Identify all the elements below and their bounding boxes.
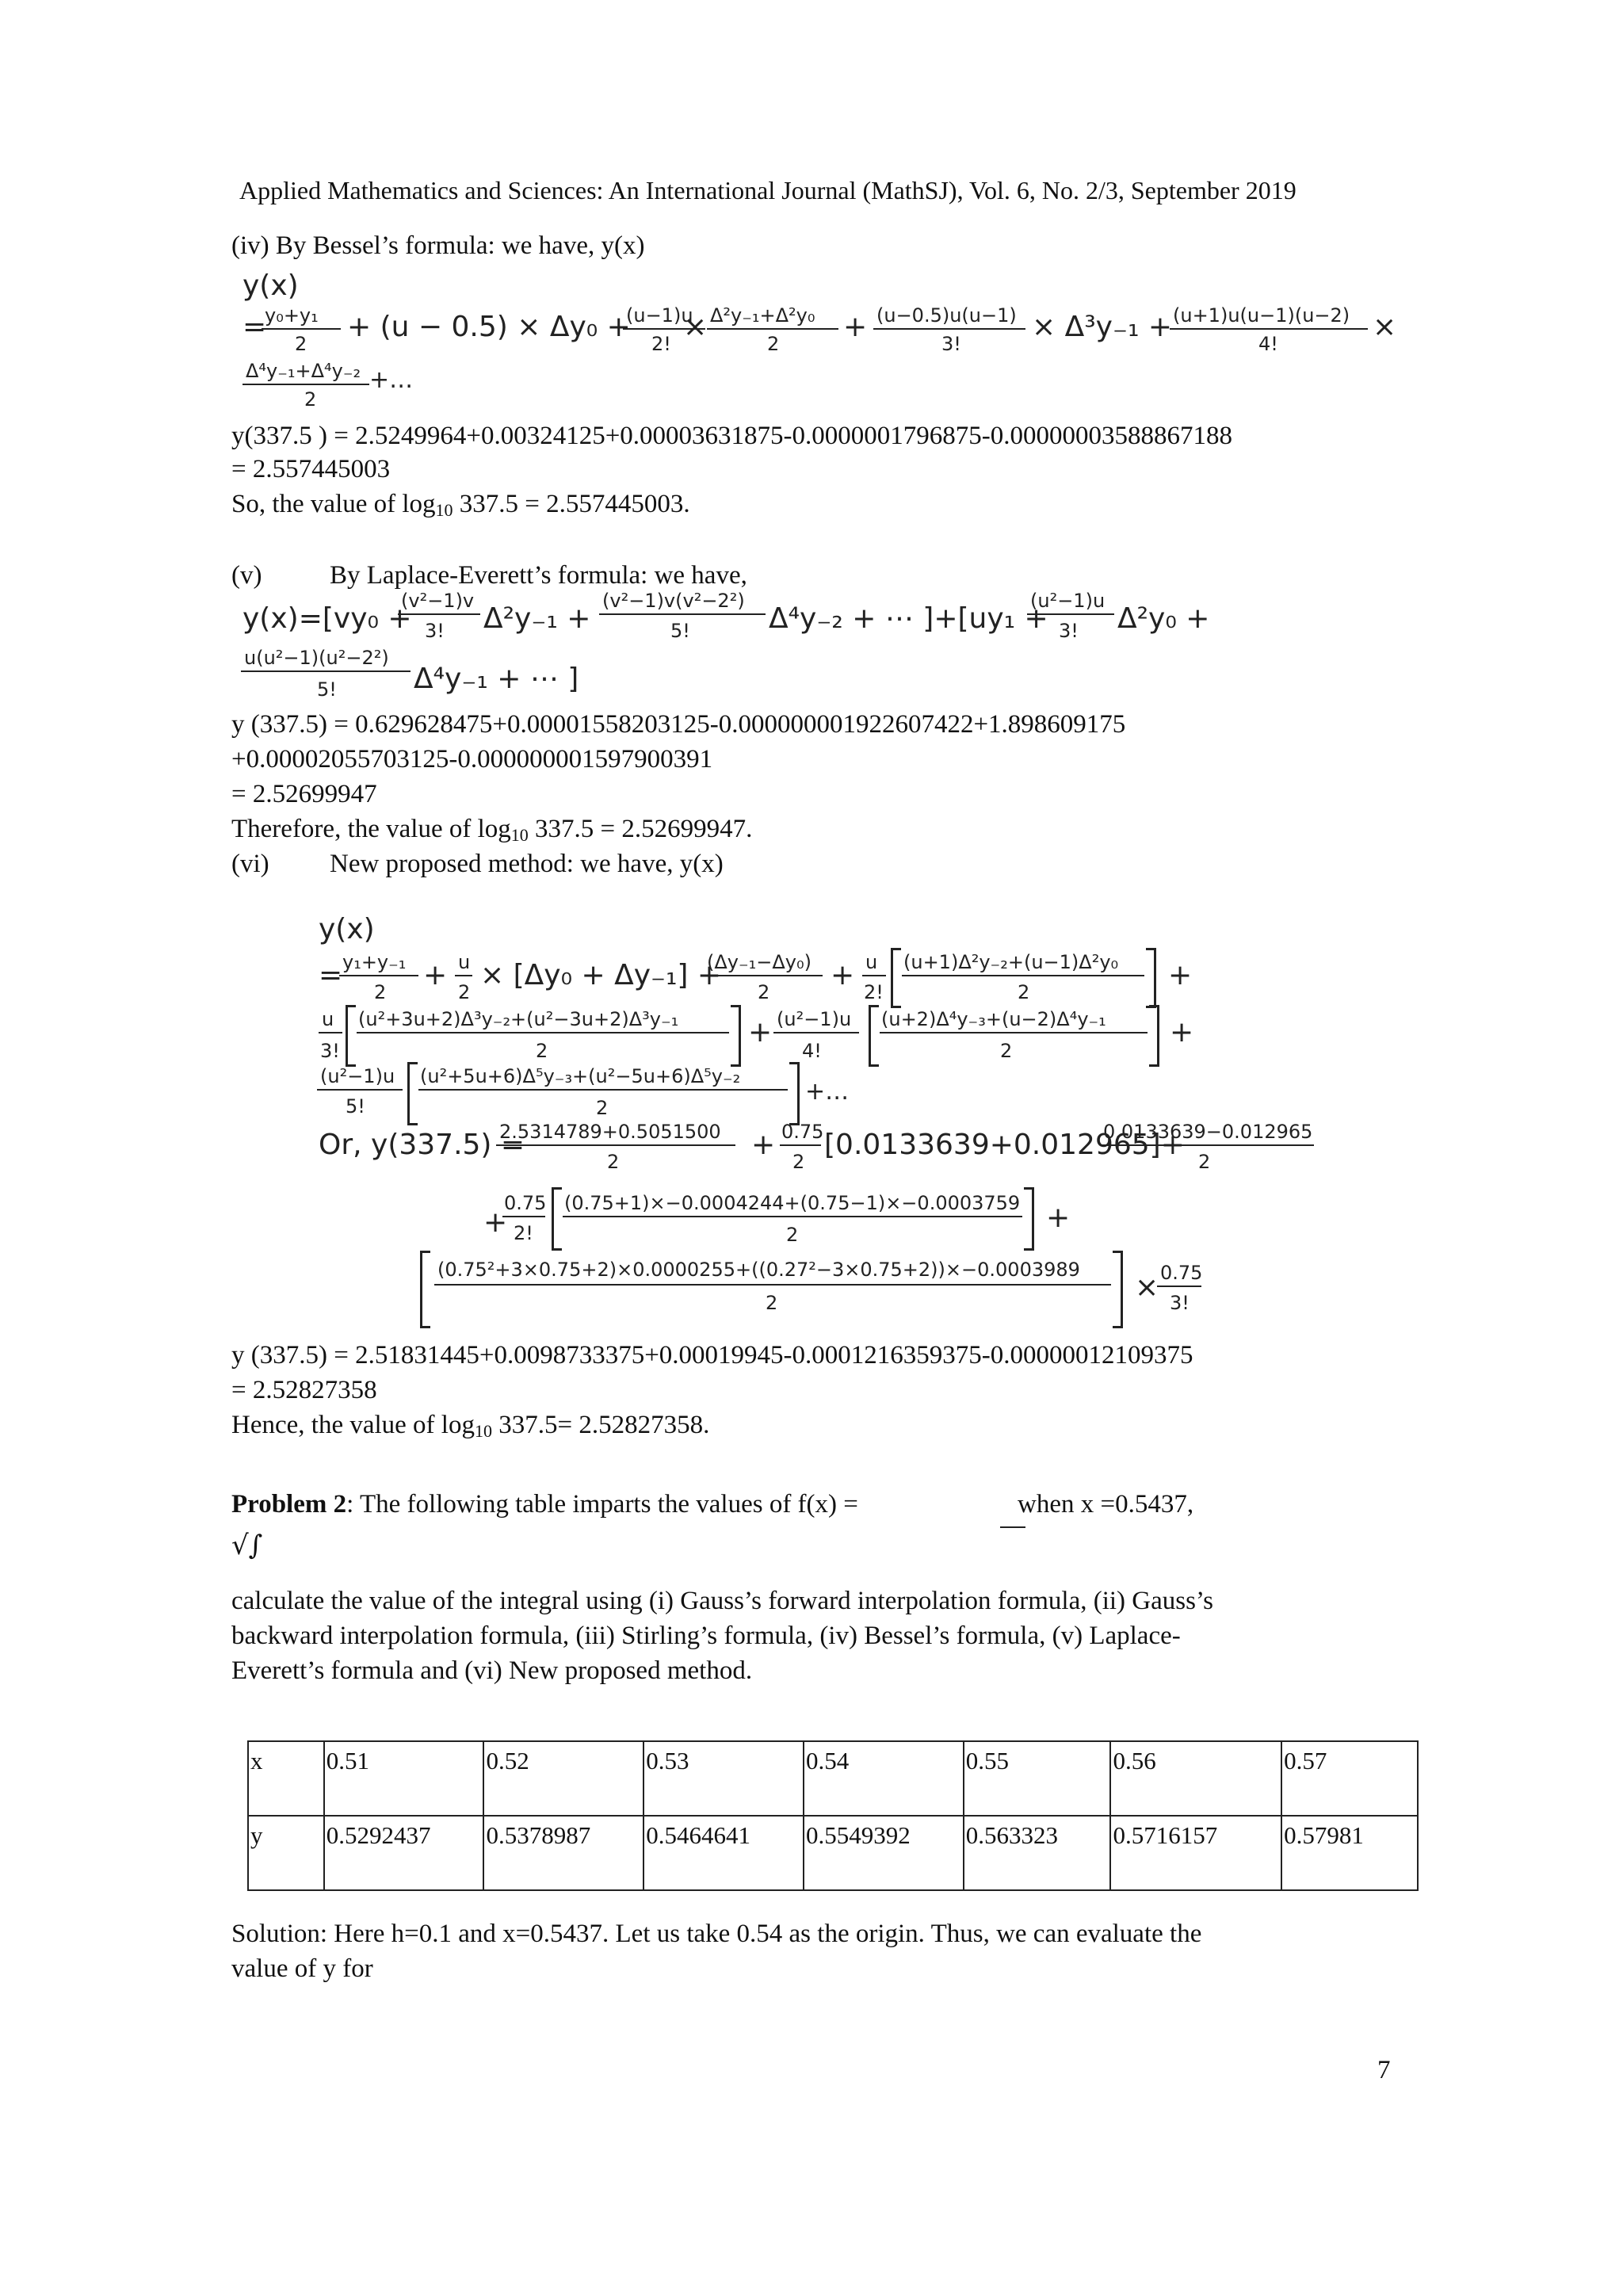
fraction-denominator: 2: [767, 333, 780, 355]
table-cell: 0.57: [1281, 1741, 1418, 1816]
fraction-denominator: 2!: [651, 333, 671, 355]
fraction-numerator: u: [865, 951, 878, 973]
proposed-number: (vi): [231, 850, 269, 878]
fraction-numerator: (u+2)Δ⁴y₋₃+(u−2)Δ⁴y₋₁: [881, 1008, 1106, 1030]
fraction-numerator: 0.75: [504, 1192, 547, 1214]
running-header: Applied Mathematics and Sciences: An International Journal (MathSJ), Vol. 6, No. 2/3, September 2019: [239, 176, 1296, 204]
table-row: [248, 1816, 1418, 1890]
formula-text: Δ⁴y₋₁ + ⋯ ]: [414, 663, 579, 695]
formula-text: × Δ³y₋₁ +: [1032, 311, 1173, 343]
table-cell: y: [248, 1816, 324, 1890]
plus-sign: +: [843, 311, 868, 343]
formula-text: [0.0133639+0.012965]+: [824, 1129, 1185, 1161]
solution-line1: Solution: Here h=0.1 and x=0.5437. Let us take 0.54 as the origin. Thus, we can evaluate the: [231, 1920, 1202, 1948]
fraction-numerator: (u−1)u: [626, 304, 693, 327]
table-cell: 0.57981: [1281, 1816, 1418, 1890]
bessel-heading: (iv) By Bessel’s formula: we have, y(x): [231, 231, 645, 260]
proposed-heading: New proposed method: we have, y(x): [330, 850, 724, 878]
fraction-numerator: (u²−1)u: [777, 1008, 852, 1030]
fraction-denominator: 2: [1018, 981, 1030, 1003]
fraction-numerator: (0.75+1)×−0.0004244+(0.75−1)×−0.0003759: [564, 1192, 1021, 1214]
table-cell: 0.5464641: [643, 1816, 804, 1890]
formula-text: + (u − 0.5) × Δy₀ +: [347, 311, 631, 343]
problem2-para-line2: backward interpolation formula, (iii) Stirling’s formula, (iv) Bessel’s formula, (v) Laplace-: [231, 1622, 1181, 1650]
formula-text: +: [1046, 1201, 1071, 1234]
fraction-denominator: 2: [786, 1224, 799, 1246]
formula-text: +: [483, 1206, 508, 1239]
table-cell: 0.55: [964, 1741, 1111, 1816]
problem2-condition: when x =0.5437,: [1018, 1490, 1194, 1519]
formula-text: =: [242, 311, 267, 343]
problem2-text: : The following table imparts the values of f(x) =: [346, 1490, 858, 1519]
fraction-denominator: 5!: [346, 1095, 365, 1117]
fraction-denominator: 2: [1198, 1151, 1211, 1173]
problem2-para-line1: calculate the value of the integral using (i) Gauss’s forward interpolation formula, (ii) Gauss’s: [231, 1587, 1213, 1615]
fraction-numerator: 0.75: [1160, 1262, 1203, 1284]
formula-text: Δ²y₀ +: [1117, 602, 1210, 635]
fraction-denominator: 3!: [941, 333, 961, 355]
formula-text: Δ⁴y₋₂ + ⋯ ]+[uy₁ +: [769, 602, 1048, 635]
problem2-para-line3: Everett’s formula and (vi) New proposed method.: [231, 1656, 753, 1685]
laplace-conclusion: Therefore, the value of $\log_{10} 337.5 = 2.52699947$.: [231, 815, 753, 845]
fraction-numerator: u: [458, 951, 471, 973]
formula-text: +: [1170, 1016, 1194, 1049]
fraction-denominator: 3!: [320, 1040, 340, 1062]
bessel-result: = 2.557445003: [231, 455, 391, 483]
fraction-numerator: (v²−1)v(v²−2²): [602, 590, 745, 612]
fraction-numerator: u: [322, 1008, 334, 1030]
fraction-numerator: (u−0.5)u(u−1): [876, 304, 1017, 327]
problem2-label: Problem 2: [231, 1490, 347, 1519]
fraction-denominator: 3!: [425, 620, 445, 642]
fraction-denominator: 2: [792, 1151, 805, 1173]
table-cell: 0.5378987: [483, 1816, 643, 1890]
fraction-numerator: (u²−1)u: [320, 1065, 395, 1087]
fraction-denominator: 3!: [1059, 620, 1079, 642]
table-cell: x: [248, 1741, 324, 1816]
formula-text: +: [1168, 959, 1193, 991]
fraction-denominator: 2: [758, 981, 770, 1003]
proposed-result: = 2.52827358: [231, 1376, 377, 1404]
formula-text: Or, y(337.5) =: [319, 1129, 525, 1161]
bessel-calculation: y(337.5 ) = 2.5249964+0.00324125+0.00003631875-0.0000001796875-0.00000003588867188: [231, 422, 1233, 450]
fraction-numerator: (u²+3u+2)Δ³y₋₂+(u²−3u+2)Δ³y₋₁: [358, 1008, 679, 1030]
fraction-numerator: y₁+y₋₁: [342, 951, 407, 973]
fraction-numerator: u(u²−1)(u²−2²): [244, 647, 389, 669]
fraction-denominator: 2: [304, 388, 317, 411]
formula-text: +…: [369, 366, 414, 394]
fraction-numerator: (u+1)Δ²y₋₂+(u−1)Δ²y₀: [903, 951, 1119, 973]
laplace-calculation-line2: +0.00002055703125-0.000000001597900391: [231, 745, 713, 774]
formula-text: =: [319, 959, 343, 991]
table-cell: 0.5549392: [804, 1816, 964, 1890]
laplace-number: (v): [231, 561, 262, 590]
fraction-denominator: 5!: [317, 678, 337, 701]
fraction-denominator: 5!: [670, 620, 690, 642]
fraction-numerator: (u²+5u+6)Δ⁵y₋₃+(u²−5u+6)Δ⁵y₋₂: [420, 1065, 741, 1087]
fraction-denominator: 2: [458, 981, 471, 1003]
table-row: [248, 1741, 1418, 1816]
laplace-result: = 2.52699947: [231, 780, 377, 808]
bessel-conclusion: So, the value of $\log_{10} 337.5 = 2.557445003$.: [231, 490, 690, 520]
fraction-numerator: 2.5314789+0.5051500: [499, 1121, 721, 1143]
fraction-denominator: 2: [596, 1097, 609, 1119]
formula-text: +…: [805, 1078, 850, 1106]
fraction-numerator: 0.0133639−0.012965: [1103, 1121, 1313, 1143]
fraction-denominator: 2: [766, 1292, 778, 1314]
fraction-denominator: 2: [607, 1151, 620, 1173]
table-cell: 0.5292437: [324, 1816, 484, 1890]
fraction-numerator: Δ²y₋₁+Δ²y₀: [710, 304, 815, 327]
fraction-numerator: Δ⁴y₋₁+Δ⁴y₋₂: [246, 360, 361, 382]
fraction-denominator: 2: [1000, 1040, 1013, 1062]
table-cell: 0.56: [1110, 1741, 1281, 1816]
formula-text: × [Δy₀ + Δy₋₁] +: [480, 959, 722, 991]
table-cell: 0.52: [483, 1741, 643, 1816]
problem2-statement: [231, 1488, 858, 1520]
table-cell: 0.51: [324, 1741, 484, 1816]
formula-text: +: [831, 959, 855, 991]
laplace-calculation-line1: y (337.5) = 0.629628475+0.00001558203125-0.000000001922607422+1.898609175: [231, 710, 1126, 739]
formula-text: y(x): [319, 913, 375, 946]
laplace-heading: By Laplace-Everett’s formula: we have,: [330, 561, 747, 590]
fraction-denominator: 3!: [1170, 1292, 1190, 1314]
formula-text: y(x)=[vy₀ +: [242, 602, 412, 635]
fraction-denominator: 4!: [1258, 333, 1278, 355]
problem2-symbols: √∫: [231, 1530, 263, 1561]
fraction-numerator: (Δy₋₁−Δy₀): [707, 951, 812, 973]
table-cell: 0.53: [643, 1741, 804, 1816]
values-table: [247, 1740, 1419, 1891]
fraction-numerator: (u²−1)u: [1030, 590, 1106, 612]
formula-text: y(x): [242, 269, 299, 302]
table-cell: 0.563323: [964, 1816, 1111, 1890]
times-sign: ×: [1373, 311, 1397, 343]
table-cell: 0.54: [804, 1741, 964, 1816]
fraction-denominator: 2: [374, 981, 387, 1003]
page-number: 7: [1377, 2056, 1391, 2084]
fraction-denominator: 4!: [802, 1040, 822, 1062]
formula-text: +: [748, 1016, 773, 1049]
fraction-denominator: 2: [536, 1040, 548, 1062]
solution-line2: value of y for: [231, 1954, 373, 1983]
fraction-denominator: 2: [295, 333, 307, 355]
proposed-conclusion: Hence, the value of $\log_{10} 337.5= 2.52827358$.: [231, 1411, 710, 1441]
formula-text: +: [423, 959, 448, 991]
fraction-numerator: (u+1)u(u−1)(u−2): [1173, 304, 1350, 327]
fraction-numerator: (v²−1)v: [401, 590, 475, 612]
fraction-denominator: 2!: [514, 1222, 533, 1244]
formula-text: +: [751, 1129, 776, 1161]
times-sign: ×: [683, 311, 708, 343]
fraction-numerator: (0.75²+3×0.75+2)×0.0000255+((0.27²−3×0.75+2))×−0.0003989: [437, 1259, 1080, 1281]
table-cell: 0.5716157: [1110, 1816, 1281, 1890]
fraction-numerator: y₀+y₁: [265, 304, 319, 327]
fraction-numerator: 0.75: [781, 1121, 824, 1143]
formula-text: ×: [1135, 1271, 1159, 1304]
fraction-denominator: 2!: [864, 981, 884, 1003]
proposed-calculation: y (337.5) = 2.51831445+0.0098733375+0.00019945-0.0001216359375-0.00000012109375: [231, 1341, 1193, 1370]
formula-text: Δ²y₋₁ +: [483, 602, 591, 635]
